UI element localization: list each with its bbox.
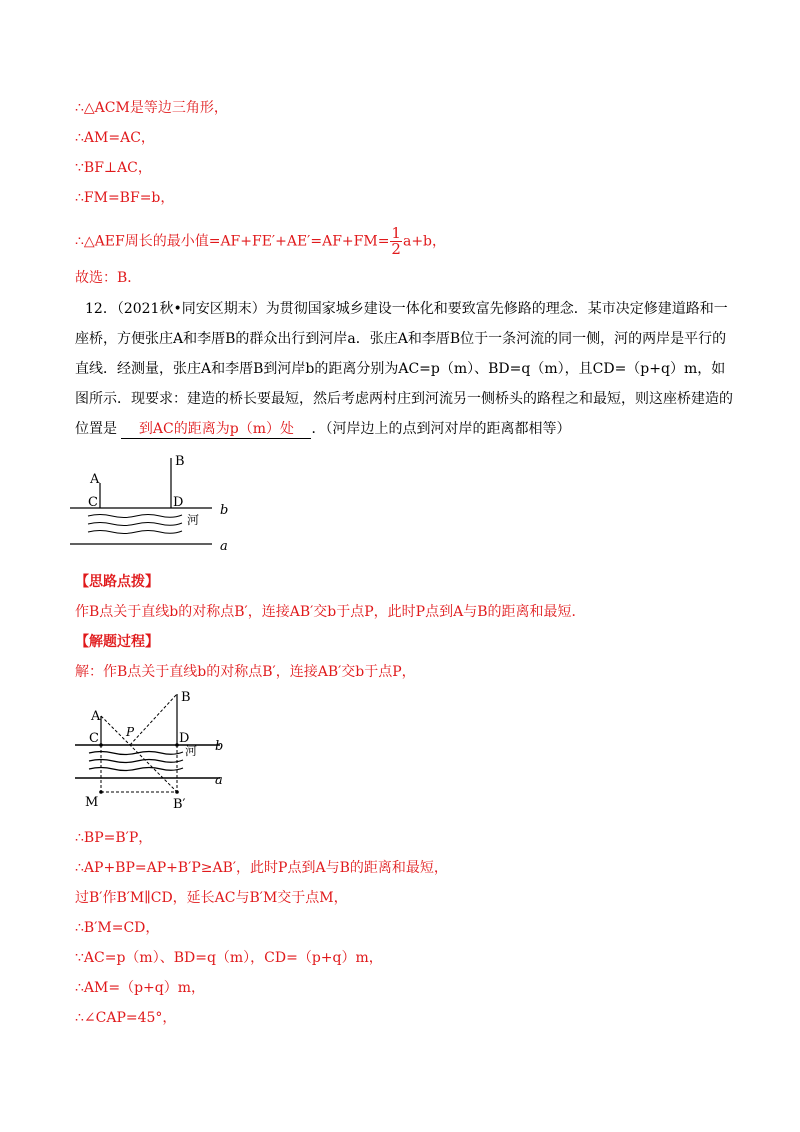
- hint-heading: 【思路点拨】: [75, 574, 159, 590]
- label-B: B: [175, 454, 185, 469]
- fraction-denominator: 2: [391, 240, 401, 258]
- label-river: 河: [187, 513, 200, 527]
- label-river: 河: [185, 744, 198, 758]
- answer-blank: 到AC的距离为p（m）处: [121, 420, 311, 439]
- question-figure: [70, 450, 240, 555]
- solution-line-5: [75, 226, 446, 257]
- label-b: b: [215, 739, 224, 754]
- solution-line-3: ∵BF⊥AC，: [75, 160, 152, 176]
- answer-line: 故选：B．: [75, 270, 142, 286]
- label-a: a: [220, 539, 228, 554]
- label-C: C: [88, 495, 98, 510]
- process-heading: 【解题过程】: [75, 634, 159, 650]
- hint-text: 作B点关于直线b的对称点B′，连接AB′交b于点P，此时P点到A与B的距离和最短．: [75, 604, 586, 620]
- label-D: D: [179, 731, 190, 746]
- label-a: a: [215, 773, 223, 788]
- process-intro: 解：作B点关于直线b的对称点B′，连接AB′交b于点P，: [75, 664, 416, 680]
- solution-line-2: ∴AM=AC，: [75, 130, 155, 146]
- label-D: D: [173, 495, 184, 510]
- step-6: ∴AM=（p+q）m，: [75, 980, 206, 996]
- fraction-numerator: 1: [391, 224, 401, 242]
- label-M: M: [85, 795, 99, 810]
- solution-line-1: ∴△ACM是等边三角形，: [75, 100, 228, 116]
- step-7: ∴∠CAP=45°，: [75, 1010, 177, 1026]
- fraction-half: [390, 226, 402, 257]
- label-A: A: [91, 709, 101, 724]
- perimeter-expression-tail: a+b，: [402, 233, 447, 250]
- label-b: b: [220, 503, 229, 518]
- question-12: [75, 294, 735, 444]
- label-B: B: [181, 690, 191, 705]
- label-B-prime: B′: [173, 797, 186, 811]
- solution-line-4: ∴FM=BF=b，: [75, 190, 175, 206]
- perimeter-expression: ∴△AEF周长的最小值=AF+FE′+AE′=AF+FM=: [75, 233, 390, 250]
- solution-figure: [75, 686, 245, 811]
- label-A: A: [90, 472, 100, 487]
- label-P: P: [126, 725, 135, 739]
- step-5: ∵AC=p（m）、BD=q（m），CD=（p+q）m，: [75, 950, 383, 966]
- question-text: 12．（2021秋•同安区期末）为贯彻国家城乡建设一体化和要致富先修路的理念．某市决定修建道路和一座桥，方便张庄A和李厝B的群众出行到河岸a．张庄A和李厝B位于一条河流的同一侧，河的两岸是平行的直线．经测量，张庄A和李厝B到河岸b的距离分别为AC=p（m）、BD=q（m），且CD=（p+q）m，如图所示．现要求：建造的桥长要最短，然后考虑两村庄到河流另一侧桥头的路程之和最短，则这座桥建造的位置是: [75, 301, 733, 437]
- step-3: 过B′作B′M∥CD，延长AC与B′M交于点M，: [75, 890, 348, 906]
- label-C: C: [89, 731, 99, 746]
- step-1: ∴BP=B′P，: [75, 830, 153, 846]
- step-4: ∴B′M=CD，: [75, 920, 160, 936]
- question-tail: ．（河岸边上的点到河对岸的距离都相等）: [311, 421, 571, 437]
- step-2: ∴AP+BP=AP+B′P≥AB′，此时P点到A与B的距离和最短，: [75, 860, 448, 876]
